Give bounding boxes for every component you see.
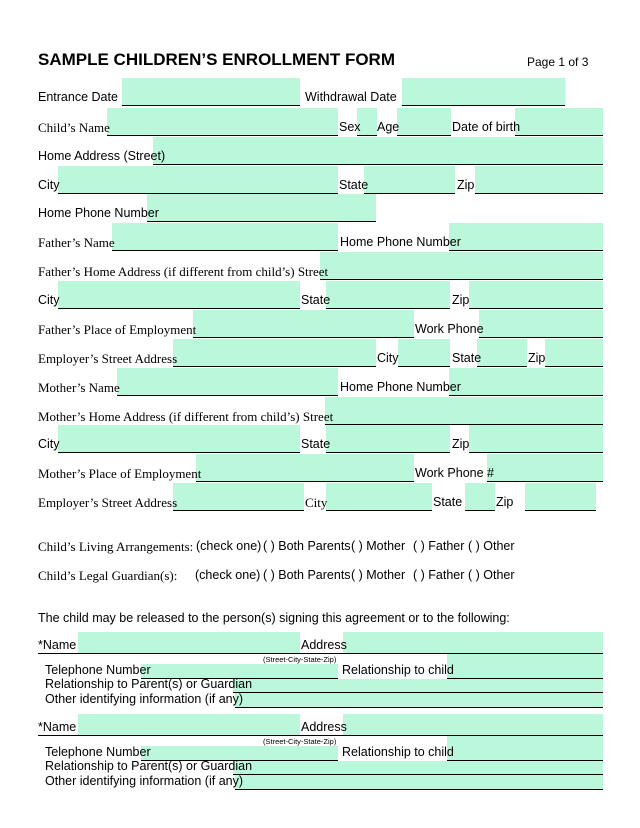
field-label: Home Phone Number bbox=[38, 206, 159, 220]
person-address-field[interactable] bbox=[343, 632, 603, 654]
address-hint: (Street-City-State-Zip) bbox=[263, 737, 337, 746]
field-label: Work Phone bbox=[415, 322, 484, 336]
zip-field[interactable] bbox=[475, 166, 603, 194]
field-label: Child’s Name bbox=[38, 120, 110, 135]
field-label: Zip bbox=[496, 495, 514, 509]
field-label: Employer’s Street Address bbox=[38, 495, 178, 510]
withdrawal-date-field[interactable] bbox=[402, 78, 565, 106]
field-label: City bbox=[305, 495, 328, 510]
field-label: Father’s Home Address (if different from child’s) Street bbox=[38, 264, 329, 279]
mother-employer-city-field[interactable] bbox=[326, 483, 432, 511]
check-option[interactable]: ( ) Mother bbox=[351, 539, 406, 553]
check-option[interactable]: ( ) Both Parents bbox=[263, 539, 351, 553]
father-employer-zip-field[interactable] bbox=[545, 339, 603, 367]
field-label: Sex bbox=[339, 120, 361, 134]
mother-city-field[interactable] bbox=[58, 425, 300, 453]
name-label: *Name bbox=[38, 638, 77, 652]
field-label: City bbox=[377, 351, 399, 365]
field-label: State bbox=[433, 495, 463, 509]
father-zip-field[interactable] bbox=[469, 281, 603, 309]
check-option[interactable]: ( ) Mother bbox=[351, 568, 406, 582]
mother-employer-state-field[interactable] bbox=[465, 483, 495, 511]
page-number: Page 1 of 3 bbox=[527, 55, 589, 69]
field-label: Employer’s Street Address bbox=[38, 351, 178, 366]
person-relationship-child-field[interactable] bbox=[447, 736, 603, 761]
father-phone-field[interactable] bbox=[449, 223, 603, 251]
mother-state-field[interactable] bbox=[326, 425, 450, 453]
father-address-field[interactable] bbox=[320, 252, 603, 280]
check-option[interactable]: ( ) Father bbox=[413, 539, 465, 553]
father-city-field[interactable] bbox=[58, 281, 300, 309]
field-label: State bbox=[452, 351, 482, 365]
person-relationship-parent-field[interactable] bbox=[233, 761, 603, 775]
person-other-info-field[interactable] bbox=[235, 693, 603, 708]
field-label: Mother’s Name bbox=[38, 380, 120, 395]
father-employer-address-field[interactable] bbox=[173, 339, 376, 367]
person-name-field[interactable] bbox=[78, 714, 300, 736]
field-label: Father’s Name bbox=[38, 235, 115, 250]
father-employer-state-field[interactable] bbox=[477, 339, 527, 367]
check-hint: (check one) bbox=[196, 539, 262, 553]
father-state-field[interactable] bbox=[326, 281, 450, 309]
mother-name-field[interactable] bbox=[117, 368, 338, 396]
father-employment-field[interactable] bbox=[193, 310, 414, 338]
relationship-parent-label: Relationship to Parent(s) or Guardian bbox=[45, 677, 253, 691]
page-title: SAMPLE CHILDREN’S ENROLLMENT FORM bbox=[38, 50, 395, 69]
city-field[interactable] bbox=[58, 166, 338, 194]
father-employer-city-field[interactable] bbox=[398, 339, 450, 367]
mother-phone-field[interactable] bbox=[449, 368, 603, 396]
other-info-label: Other identifying information (if any) bbox=[45, 774, 244, 788]
phone-label: Telephone Number bbox=[45, 663, 151, 677]
field-label: State bbox=[301, 437, 331, 451]
field-label: Mother’s Home Address (if different from child’s) Street bbox=[38, 409, 334, 424]
field-label: City bbox=[38, 178, 60, 192]
address-hint: (Street-City-State-Zip) bbox=[263, 655, 337, 664]
field-label: Zip bbox=[528, 351, 546, 365]
mother-work-phone-field[interactable] bbox=[487, 454, 603, 482]
mother-employer-address-field[interactable] bbox=[173, 483, 304, 511]
home-address-field[interactable] bbox=[153, 137, 603, 165]
home-phone-field[interactable] bbox=[147, 194, 376, 222]
field-label: Father’s Place of Employment bbox=[38, 322, 197, 337]
address-label: Address bbox=[301, 638, 347, 652]
field-label: Home Phone Number bbox=[340, 380, 461, 394]
mother-employment-field[interactable] bbox=[196, 454, 414, 482]
state-field[interactable] bbox=[364, 166, 455, 194]
address-label: Address bbox=[301, 720, 347, 734]
check-option[interactable]: ( ) Other bbox=[468, 539, 515, 553]
field-label: Home Address (Street) bbox=[38, 149, 166, 163]
field-label: Zip bbox=[457, 178, 475, 192]
person-name-field[interactable] bbox=[78, 632, 300, 654]
field-label: City bbox=[38, 437, 60, 451]
phone-label: Telephone Number bbox=[45, 745, 151, 759]
field-label: State bbox=[301, 293, 331, 307]
field-label: State bbox=[339, 178, 369, 192]
check-hint: (check one) bbox=[195, 568, 261, 582]
mother-zip-field[interactable] bbox=[469, 425, 603, 453]
check-option[interactable]: ( ) Both Parents bbox=[263, 568, 351, 582]
field-label: Withdrawal Date bbox=[305, 90, 397, 104]
person-address-field[interactable] bbox=[343, 714, 603, 736]
field-label: Zip bbox=[452, 437, 470, 451]
field-label: City bbox=[38, 293, 60, 307]
father-work-phone-field[interactable] bbox=[479, 310, 603, 338]
age-field[interactable] bbox=[397, 108, 451, 136]
person-relationship-child-field[interactable] bbox=[447, 654, 603, 679]
entrance-date-field[interactable] bbox=[122, 78, 300, 106]
name-label: *Name bbox=[38, 720, 77, 734]
field-label: Home Phone Number bbox=[340, 235, 461, 249]
check-group-label: Child’s Living Arrangements: bbox=[38, 539, 194, 554]
mother-address-field[interactable] bbox=[325, 397, 603, 425]
relationship-child-label: Relationship to child bbox=[342, 663, 454, 677]
relationship-parent-label: Relationship to Parent(s) or Guardian bbox=[45, 759, 253, 773]
father-name-field[interactable] bbox=[112, 223, 338, 251]
child-name-field[interactable] bbox=[107, 108, 338, 136]
field-label: Mother’s Place of Employment bbox=[38, 466, 202, 481]
field-label: Zip bbox=[452, 293, 470, 307]
field-label: Entrance Date bbox=[38, 90, 118, 104]
check-option[interactable]: ( ) Other bbox=[468, 568, 515, 582]
field-label: Work Phone # bbox=[415, 466, 494, 480]
mother-employer-zip-field[interactable] bbox=[525, 483, 596, 511]
field-label: Date of birth bbox=[452, 120, 521, 134]
release-text: The child may be released to the person(s) signing this agreement or to the following: bbox=[38, 611, 510, 625]
check-group-label: Child’s Legal Guardian(s): bbox=[38, 568, 178, 583]
check-option[interactable]: ( ) Father bbox=[413, 568, 465, 582]
field-label: Age bbox=[377, 120, 400, 134]
person-other-info-field[interactable] bbox=[235, 775, 603, 790]
person-relationship-parent-field[interactable] bbox=[233, 679, 603, 693]
date-of-birth-field[interactable] bbox=[515, 108, 603, 136]
other-info-label: Other identifying information (if any) bbox=[45, 692, 244, 706]
relationship-child-label: Relationship to child bbox=[342, 745, 454, 759]
